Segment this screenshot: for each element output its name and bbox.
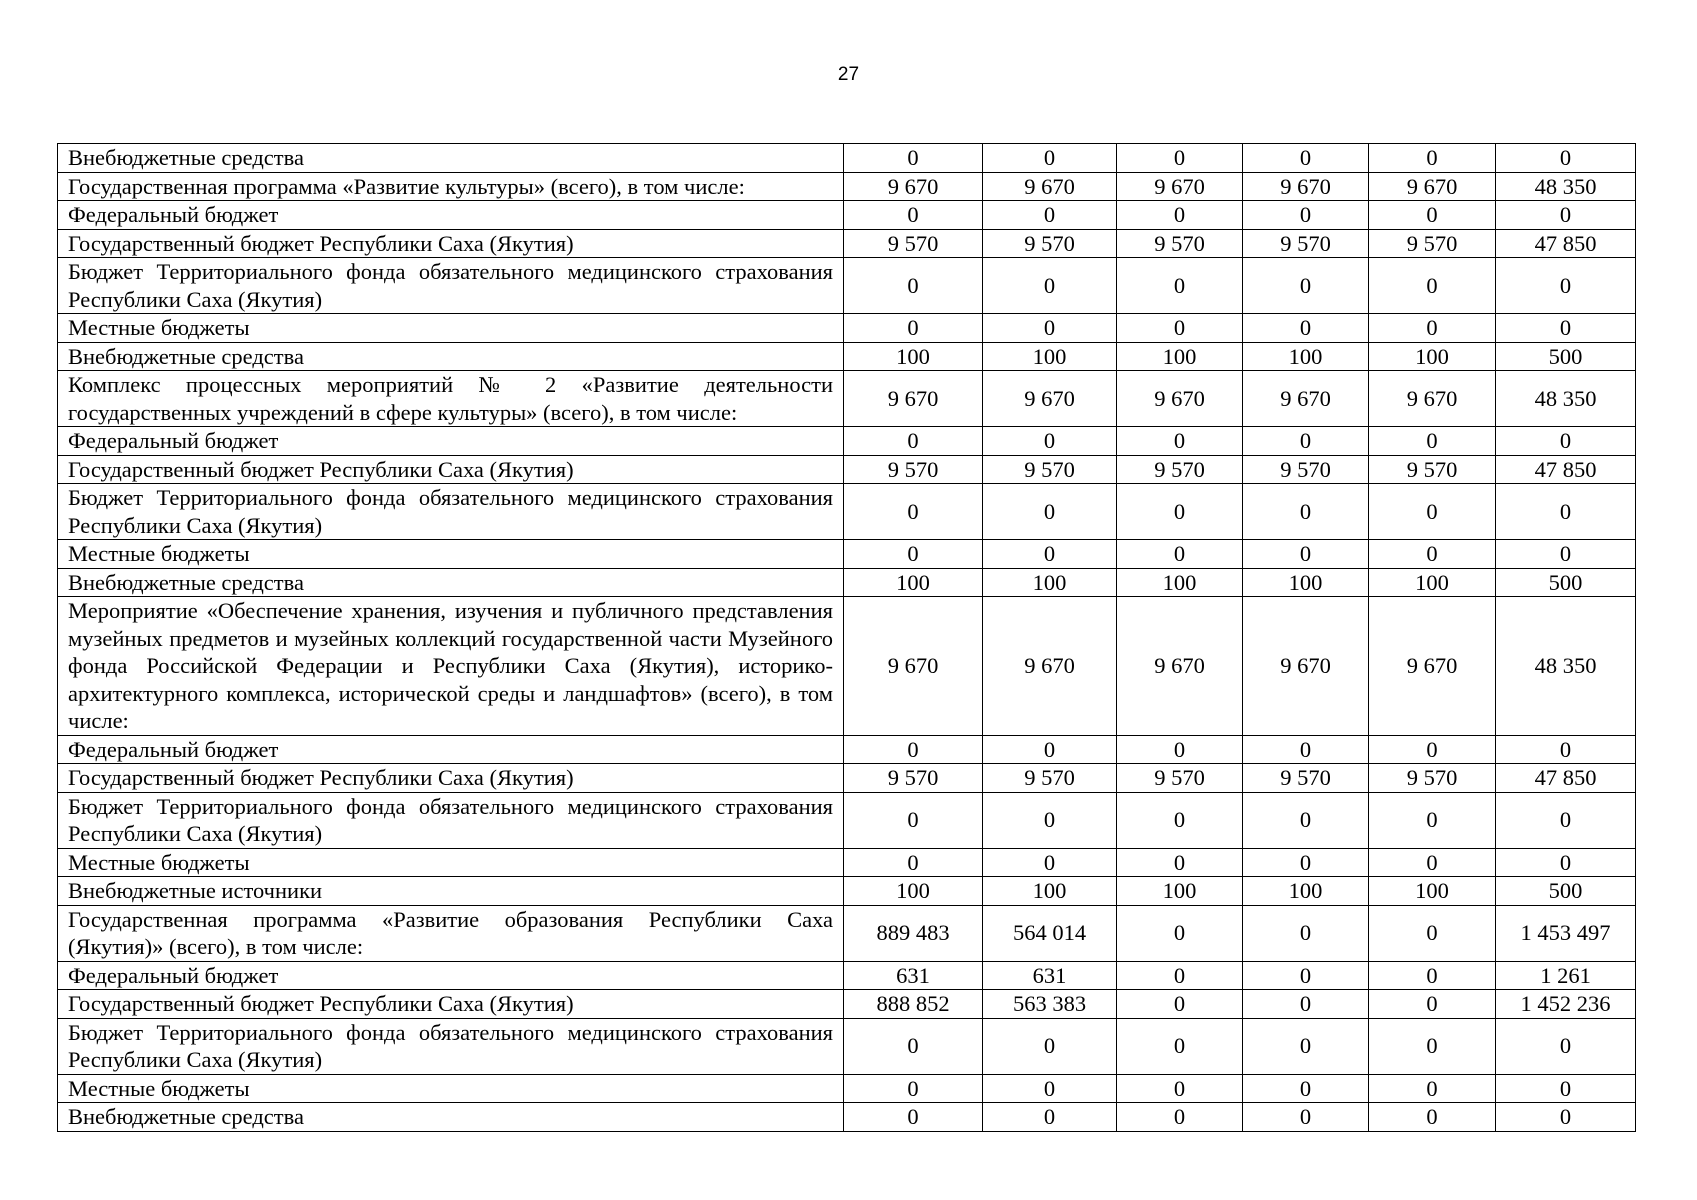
row-label: Государственный бюджет Республики Саха (Якутия) [58,229,844,258]
value-cell: 500 [1496,568,1636,597]
value-cell: 0 [1496,735,1636,764]
table-row [58,568,1636,597]
value-cell: 9 670 [1243,172,1369,201]
row-label: Федеральный бюджет [58,427,844,456]
value-cell: 0 [1496,484,1636,540]
value-cell: 0 [1117,990,1243,1019]
value-cell: 0 [844,144,983,173]
value-cell: 9 670 [983,172,1117,201]
value-cell: 0 [1117,258,1243,314]
value-cell: 9 670 [983,597,1117,736]
value-cell: 564 014 [983,905,1117,961]
value-cell: 0 [1369,1074,1496,1103]
row-label: Бюджет Территориального фонда обязательного медицинского страхования Республики Саха (Якутия) [58,792,844,848]
row-label: Государственный бюджет Республики Саха (Якутия) [58,764,844,793]
value-cell: 0 [1243,792,1369,848]
value-cell: 48 350 [1496,371,1636,427]
value-cell: 0 [1117,905,1243,961]
value-cell: 0 [1369,144,1496,173]
value-cell: 1 452 236 [1496,990,1636,1019]
row-label: Внебюджетные средства [58,144,844,173]
value-cell: 888 852 [844,990,983,1019]
value-cell: 0 [1243,990,1369,1019]
table-row [58,792,1636,848]
value-cell: 0 [983,1018,1117,1074]
value-cell: 0 [1369,735,1496,764]
value-cell: 100 [1369,877,1496,906]
value-cell: 0 [1243,258,1369,314]
row-label: Государственный бюджет Республики Саха (Якутия) [58,990,844,1019]
value-cell: 0 [1243,905,1369,961]
value-cell: 0 [844,314,983,343]
value-cell: 9 670 [1369,371,1496,427]
value-cell: 0 [1117,201,1243,230]
value-cell: 9 570 [1369,764,1496,793]
value-cell: 48 350 [1496,172,1636,201]
value-cell: 0 [983,792,1117,848]
value-cell: 631 [983,961,1117,990]
value-cell: 9 570 [844,455,983,484]
table-row [58,172,1636,201]
value-cell: 100 [983,342,1117,371]
value-cell: 9 670 [983,371,1117,427]
row-label: Внебюджетные средства [58,568,844,597]
row-label: Бюджет Территориального фонда обязательного медицинского страхования Республики Саха (Якутия) [58,258,844,314]
value-cell: 9 670 [1243,597,1369,736]
value-cell: 0 [1496,848,1636,877]
table-row [58,371,1636,427]
row-label: Бюджет Территориального фонда обязательного медицинского страхования Республики Саха (Якутия) [58,484,844,540]
value-cell: 0 [1117,540,1243,569]
value-cell: 9 570 [1117,229,1243,258]
value-cell: 500 [1496,342,1636,371]
value-cell: 0 [1369,905,1496,961]
value-cell: 0 [844,427,983,456]
value-cell: 0 [1369,848,1496,877]
value-cell: 0 [1243,735,1369,764]
value-cell: 0 [1243,144,1369,173]
value-cell: 100 [844,342,983,371]
value-cell: 0 [983,484,1117,540]
value-cell: 0 [1117,792,1243,848]
value-cell: 9 670 [844,371,983,427]
value-cell: 9 670 [1369,172,1496,201]
table-row [58,427,1636,456]
value-cell: 889 483 [844,905,983,961]
value-cell: 9 570 [1369,455,1496,484]
value-cell: 0 [844,201,983,230]
value-cell: 100 [1243,568,1369,597]
value-cell: 0 [1369,258,1496,314]
value-cell: 47 850 [1496,455,1636,484]
table-row [58,201,1636,230]
table-row [58,764,1636,793]
value-cell: 0 [1496,144,1636,173]
value-cell: 100 [844,568,983,597]
value-cell: 0 [1369,540,1496,569]
value-cell: 0 [1243,201,1369,230]
value-cell: 0 [1117,314,1243,343]
value-cell: 0 [983,540,1117,569]
value-cell: 9 570 [1243,455,1369,484]
page-number: 27 [837,64,860,85]
row-label: Мероприятие «Обеспечение хранения, изучения и публичного представления музейных предметов и музейных коллекций государственной части Музейного фонда Российской Федерации и Республики Саха (Якутия), историко-архитектурного комплекса, исторической среды и ландшафтов» (всего), в том числе: [58,597,844,736]
value-cell: 0 [983,314,1117,343]
value-cell: 9 570 [844,229,983,258]
value-cell: 0 [844,258,983,314]
table-row [58,258,1636,314]
value-cell: 9 570 [1369,229,1496,258]
value-cell: 9 570 [983,455,1117,484]
value-cell: 9 670 [1117,371,1243,427]
value-cell: 0 [1369,201,1496,230]
value-cell: 9 570 [1243,229,1369,258]
value-cell: 0 [1496,1074,1636,1103]
value-cell: 0 [844,1103,983,1132]
value-cell: 563 383 [983,990,1117,1019]
table-row [58,848,1636,877]
value-cell: 0 [983,144,1117,173]
value-cell: 9 570 [844,764,983,793]
value-cell: 0 [844,1018,983,1074]
value-cell: 0 [1117,961,1243,990]
value-cell: 0 [1369,484,1496,540]
table-row [58,597,1636,736]
value-cell: 1 453 497 [1496,905,1636,961]
value-cell: 9 670 [844,172,983,201]
value-cell: 9 570 [1117,764,1243,793]
row-label: Федеральный бюджет [58,201,844,230]
value-cell: 0 [983,1074,1117,1103]
value-cell: 100 [1369,342,1496,371]
value-cell: 0 [1243,961,1369,990]
value-cell: 0 [983,848,1117,877]
value-cell: 0 [1496,201,1636,230]
value-cell: 0 [1369,1018,1496,1074]
value-cell: 0 [1117,848,1243,877]
value-cell: 0 [1243,1103,1369,1132]
budget-table-body [58,144,1636,1132]
table-row [58,342,1636,371]
row-label: Местные бюджеты [58,848,844,877]
value-cell: 0 [1369,427,1496,456]
value-cell: 0 [844,735,983,764]
value-cell: 0 [1117,735,1243,764]
value-cell: 100 [1243,877,1369,906]
value-cell: 0 [1496,540,1636,569]
value-cell: 47 850 [1496,229,1636,258]
value-cell: 0 [1496,792,1636,848]
value-cell: 9 670 [844,597,983,736]
table-row [58,314,1636,343]
value-cell: 0 [1117,1103,1243,1132]
value-cell: 100 [1117,342,1243,371]
row-label: Государственная программа «Развитие образования Республики Саха (Якутия)» (всего), в том числе: [58,905,844,961]
value-cell: 0 [1496,427,1636,456]
value-cell: 0 [983,258,1117,314]
value-cell: 100 [1243,342,1369,371]
row-label: Комплекс процессных мероприятий № 2 «Развитие деятельности государственных учреждений в сфере культуры» (всего), в том числе: [58,371,844,427]
table-row [58,144,1636,173]
table-row [58,484,1636,540]
value-cell: 0 [983,1103,1117,1132]
value-cell: 0 [1369,314,1496,343]
value-cell: 0 [1496,314,1636,343]
value-cell: 631 [844,961,983,990]
value-cell: 0 [1243,427,1369,456]
value-cell: 9 670 [1117,172,1243,201]
value-cell: 0 [1243,484,1369,540]
value-cell: 0 [844,540,983,569]
value-cell: 100 [1117,568,1243,597]
table-row [58,877,1636,906]
value-cell: 0 [844,484,983,540]
value-cell: 9 570 [1243,764,1369,793]
value-cell: 0 [1117,484,1243,540]
row-label: Внебюджетные средства [58,1103,844,1132]
value-cell: 9 670 [1369,597,1496,736]
table-row [58,1018,1636,1074]
value-cell: 0 [1369,1103,1496,1132]
value-cell: 48 350 [1496,597,1636,736]
value-cell: 0 [1117,1074,1243,1103]
value-cell: 0 [983,427,1117,456]
value-cell: 47 850 [1496,764,1636,793]
row-label: Внебюджетные источники [58,877,844,906]
value-cell: 0 [1369,792,1496,848]
value-cell: 0 [1243,1074,1369,1103]
row-label: Федеральный бюджет [58,961,844,990]
value-cell: 0 [1117,144,1243,173]
value-cell: 1 261 [1496,961,1636,990]
value-cell: 0 [1117,1018,1243,1074]
value-cell: 9 670 [1117,597,1243,736]
table-row [58,735,1636,764]
table-row [58,1103,1636,1132]
value-cell: 0 [1496,258,1636,314]
row-label: Федеральный бюджет [58,735,844,764]
value-cell: 0 [1369,961,1496,990]
value-cell: 100 [1117,877,1243,906]
row-label: Внебюджетные средства [58,342,844,371]
row-label: Бюджет Территориального фонда обязательного медицинского страхования Республики Саха (Якутия) [58,1018,844,1074]
value-cell: 0 [844,1074,983,1103]
value-cell: 0 [1243,1018,1369,1074]
value-cell: 0 [1243,848,1369,877]
value-cell: 0 [844,848,983,877]
value-cell: 100 [844,877,983,906]
value-cell: 0 [983,201,1117,230]
value-cell: 0 [1369,990,1496,1019]
budget-table [57,143,1636,1132]
row-label: Местные бюджеты [58,1074,844,1103]
value-cell: 9 670 [1243,371,1369,427]
value-cell: 100 [1369,568,1496,597]
table-row [58,990,1636,1019]
value-cell: 9 570 [983,764,1117,793]
value-cell: 500 [1496,877,1636,906]
row-label: Местные бюджеты [58,540,844,569]
value-cell: 0 [1496,1103,1636,1132]
value-cell: 100 [983,877,1117,906]
value-cell: 9 570 [983,229,1117,258]
value-cell: 0 [1117,427,1243,456]
table-row [58,905,1636,961]
table-row [58,961,1636,990]
table-row [58,229,1636,258]
value-cell: 0 [844,792,983,848]
table-row [58,1074,1636,1103]
row-label: Государственный бюджет Республики Саха (Якутия) [58,455,844,484]
table-row [58,540,1636,569]
value-cell: 9 570 [1117,455,1243,484]
value-cell: 0 [983,735,1117,764]
row-label: Государственная программа «Развитие культуры» (всего), в том числе: [58,172,844,201]
value-cell: 0 [1243,540,1369,569]
table-row [58,455,1636,484]
row-label: Местные бюджеты [58,314,844,343]
value-cell: 0 [1496,1018,1636,1074]
value-cell: 0 [1243,314,1369,343]
value-cell: 100 [983,568,1117,597]
